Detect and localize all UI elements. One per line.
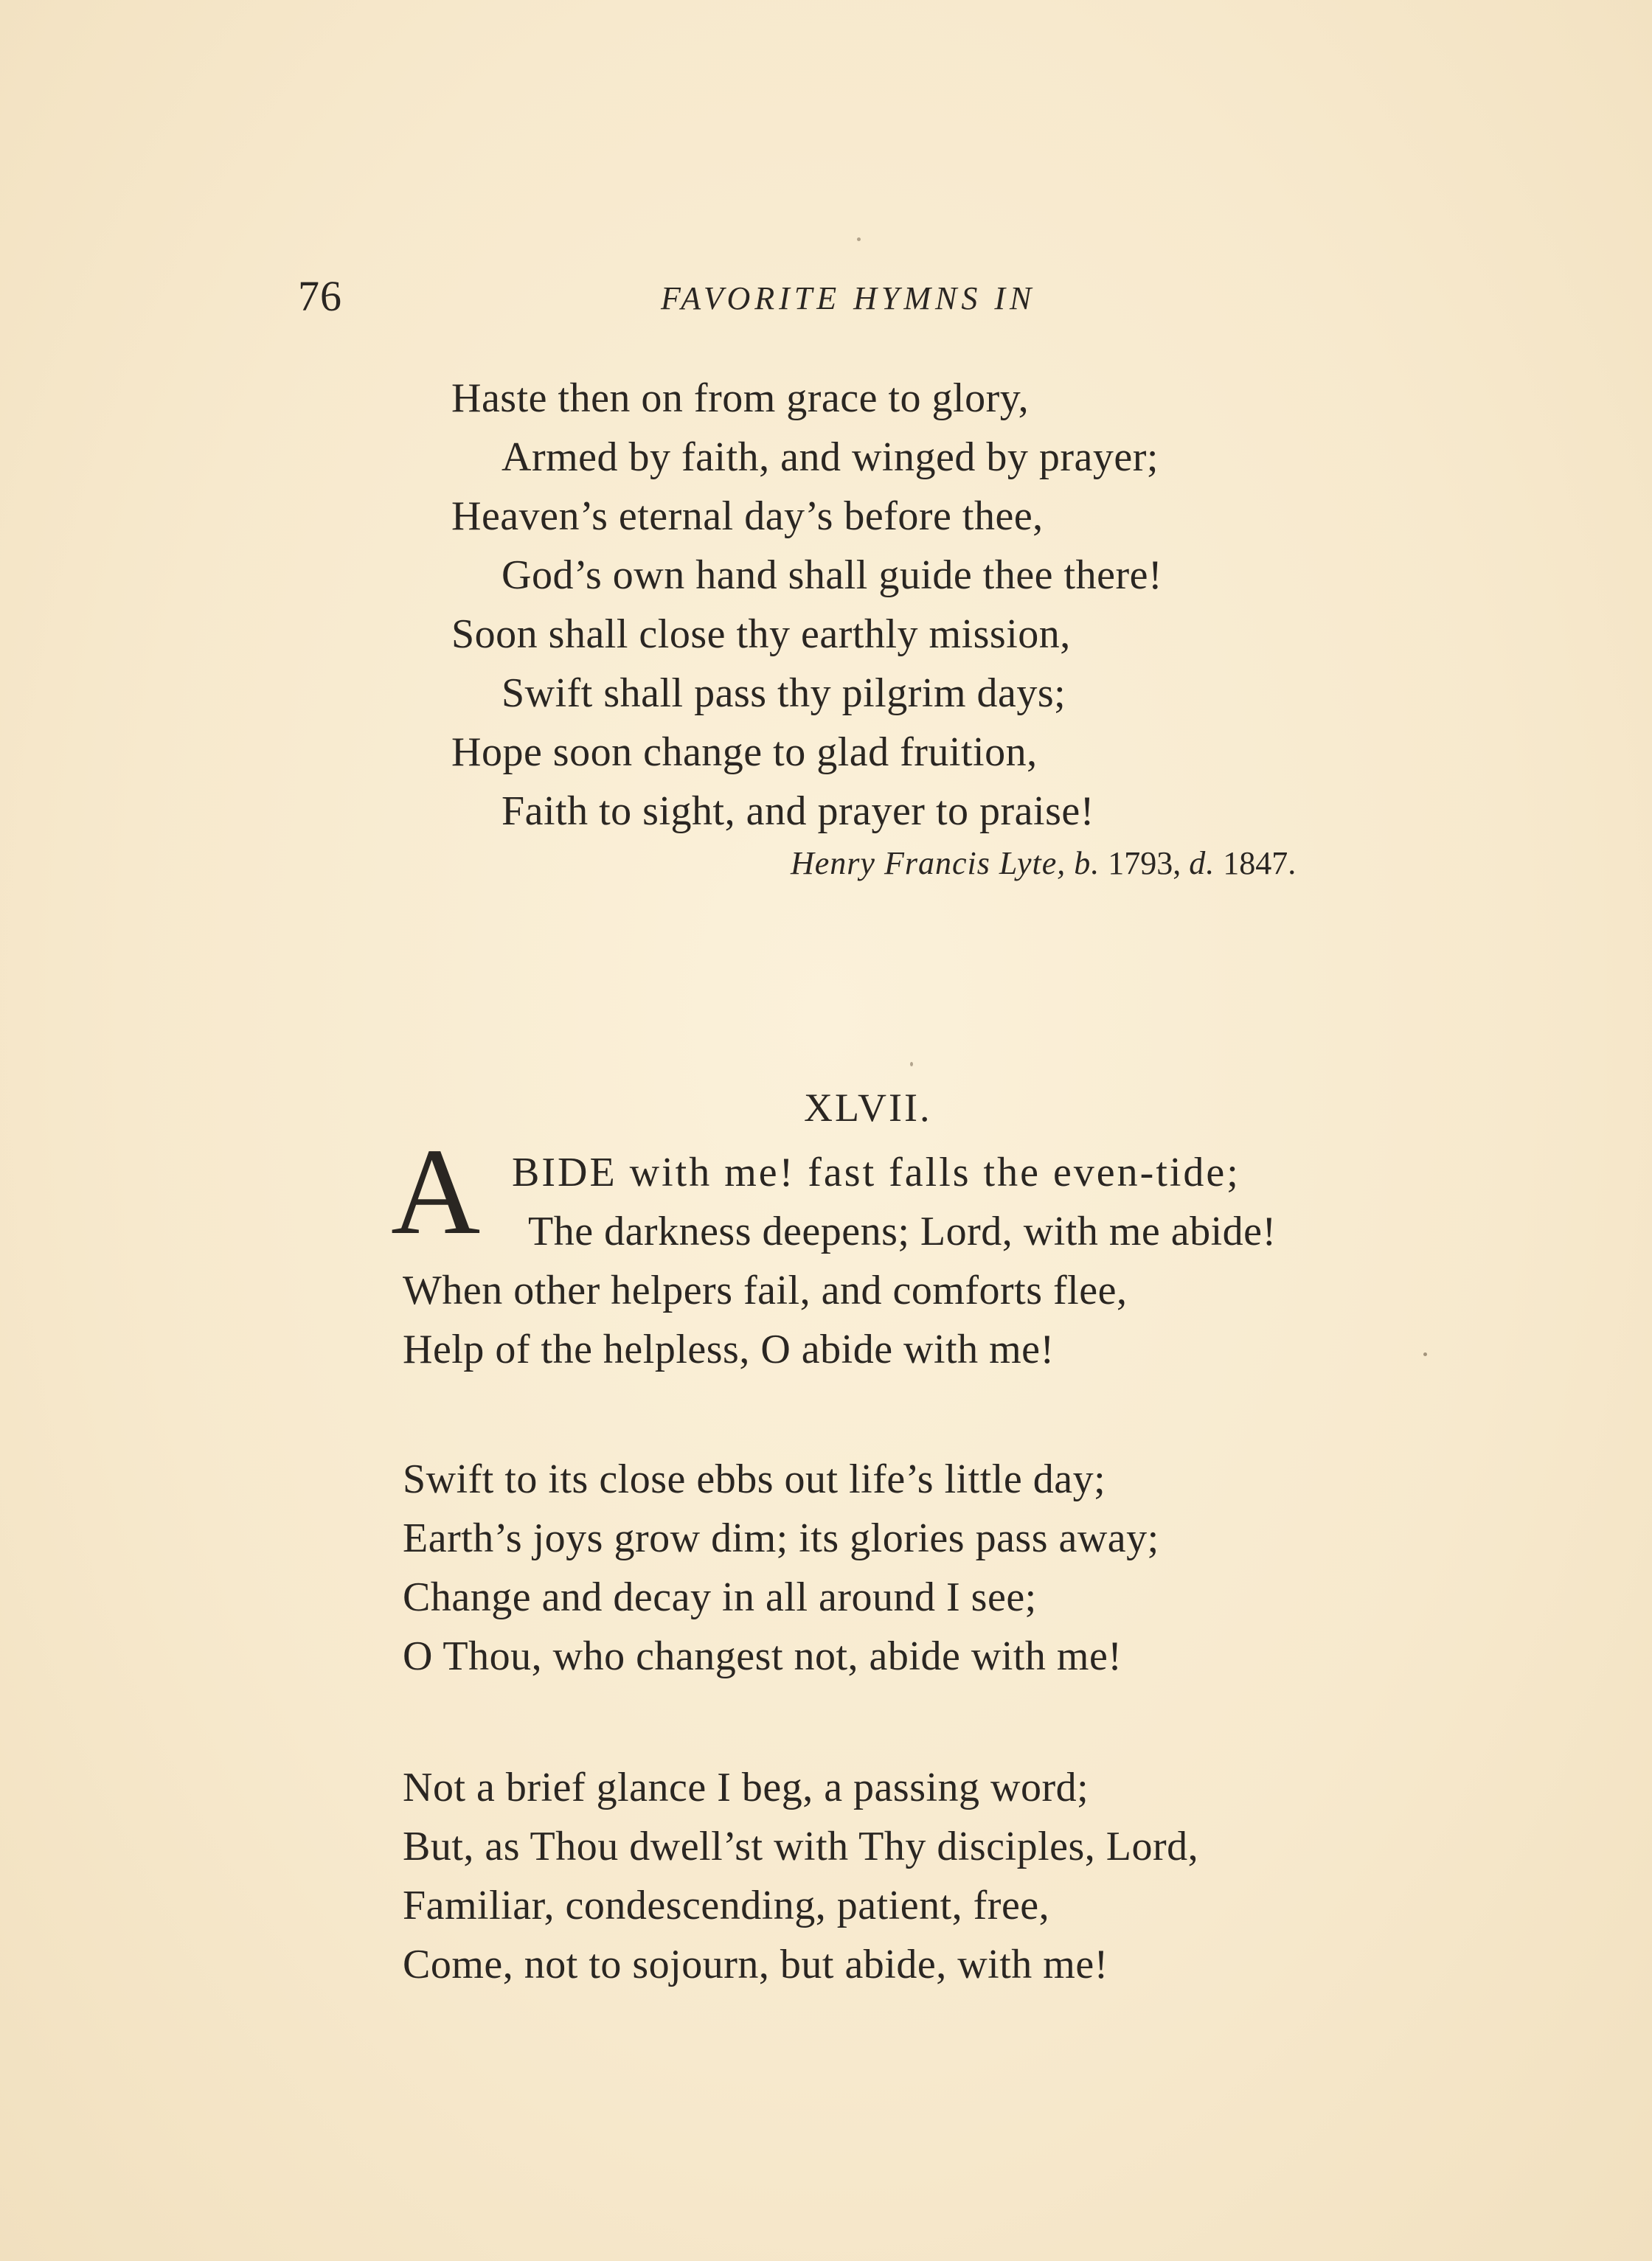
born-year: 1793, (1108, 845, 1181, 881)
verse-line: Soon shall close thy earthly mission, (451, 611, 1071, 657)
hymn-attribution (791, 838, 1296, 889)
verse-line: Not a brief glance I beg, a passing word; (403, 1765, 1089, 1810)
author-name: Henry Francis Lyte, (791, 845, 1066, 881)
verse-line: Earth’s joys grow dim; its glories pass away; (403, 1515, 1159, 1561)
verse-line: Change and decay in all around I see; (403, 1574, 1037, 1620)
verse-line: Haste then on from grace to glory, (451, 375, 1030, 421)
verse-line: O Thou, who changest not, abide with me! (403, 1633, 1122, 1679)
verse-line: When other helpers fail, and comforts flee, (403, 1268, 1128, 1313)
died-year: 1847. (1223, 845, 1297, 881)
verse-line: Swift shall pass thy pilgrim days; (502, 670, 1066, 716)
verse-line: Help of the helpless, O abide with me! (403, 1327, 1055, 1372)
page-number: 76 (298, 272, 342, 320)
verse-line: God’s own hand shall guide thee there! (502, 552, 1163, 598)
running-title: FAVORITE HYMNS IN (661, 280, 1036, 316)
died-label: d. (1189, 845, 1215, 881)
paper-speck (1423, 1352, 1427, 1356)
verse-line: Heaven’s eternal day’s before thee, (451, 493, 1044, 539)
drop-cap: A (391, 1123, 481, 1260)
born-label: b. (1074, 845, 1100, 881)
verse-line: BIDE with me! fast falls the even-tide; (512, 1150, 1240, 1195)
verse-line: Come, not to sojourn, but abide, with me! (403, 1942, 1108, 1987)
verse-line: Familiar, condescending, patient, free, (403, 1883, 1050, 1928)
verse-line: Faith to sight, and prayer to praise! (502, 788, 1094, 834)
verse-line: Swift to its close ebbs out life’s little day; (403, 1456, 1106, 1502)
verse-line: But, as Thou dwell’st with Thy disciples, Lord, (403, 1824, 1199, 1869)
hymn-number: XLVII. (804, 1086, 932, 1130)
paper-speck (857, 237, 861, 241)
verse-line: The darkness deepens; Lord, with me abide! (528, 1209, 1277, 1254)
verse-line: Armed by faith, and winged by prayer; (502, 434, 1159, 480)
verse-line: Hope soon change to glad fruition, (451, 729, 1038, 775)
paper-speck (910, 1062, 913, 1066)
